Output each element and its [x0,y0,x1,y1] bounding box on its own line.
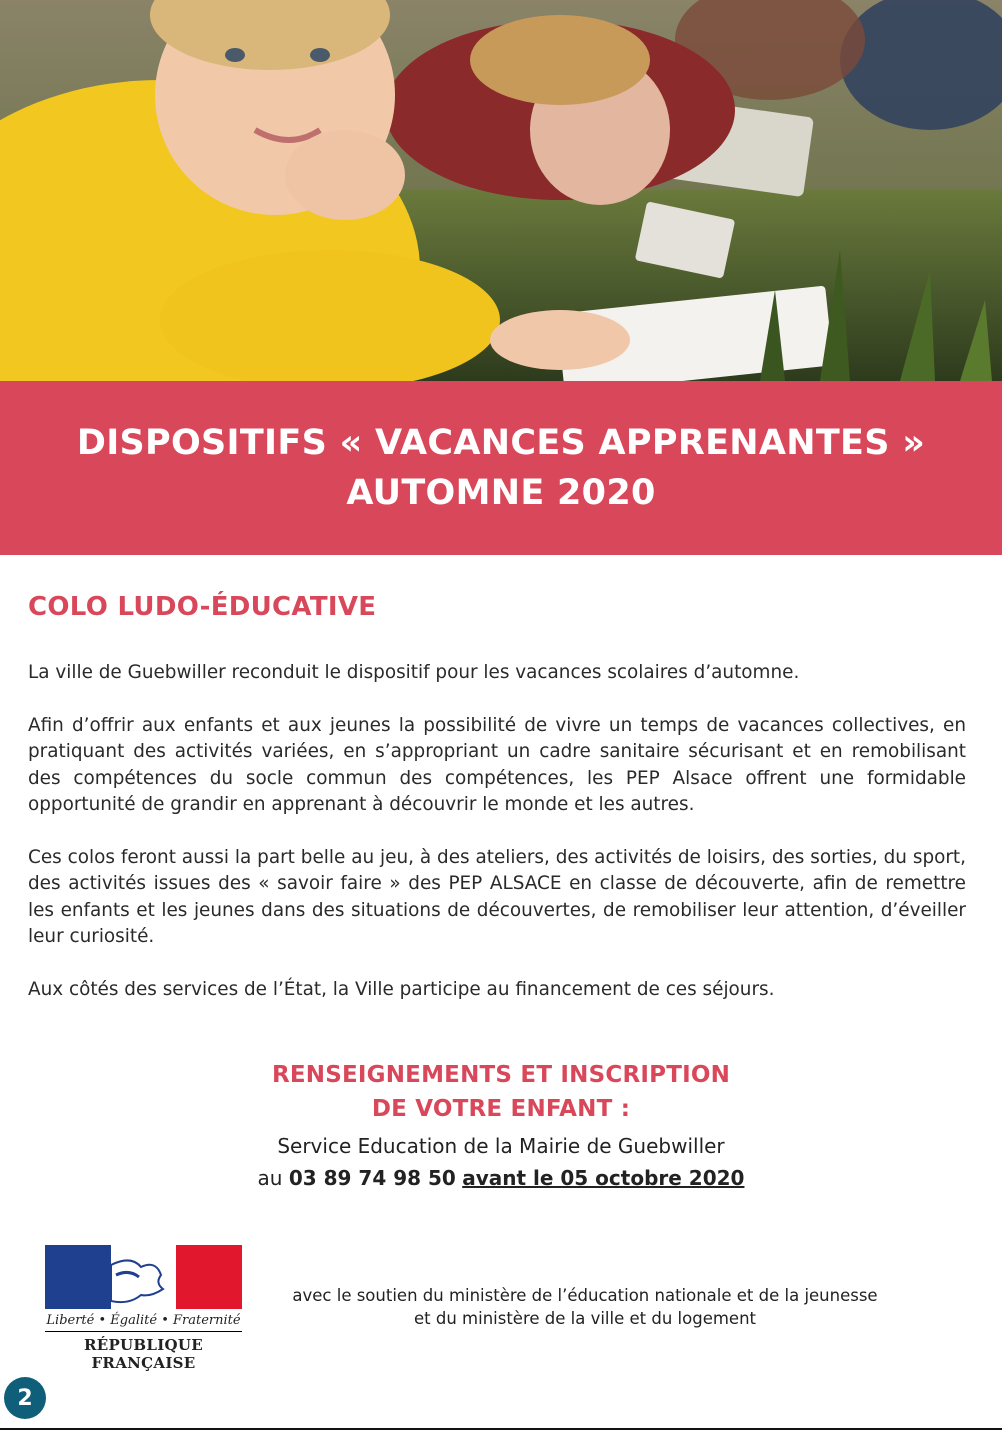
bottom-divider [0,1428,1002,1430]
contact-line [0,1162,1002,1194]
paragraph-goals: Afin d’offrir aux enfants et aux jeunes la possibilité de vivre un temps de vacances collectives, en pratiquant des activités variées, en s’appropriant un cadre sanitaire sécurisant et en remobilisant des compétences du socle commun des compétences, les PEP Alsace offrent une formidable opportunité de grandir en apprenant à découvrir le monde et les autres. [28,714,966,815]
registration-info [0,1058,1002,1194]
deadline-text: avant le 05 octobre 2020 [462,1166,745,1190]
republic-name: RÉPUBLIQUE FRANÇAISE [83,1336,204,1372]
support-text [240,1284,930,1330]
phone-number: 03 89 74 98 50 [288,1166,456,1190]
section-title: COLO LUDO-ÉDUCATIVE [28,592,377,622]
paragraph-funding: Aux côtés des services de l’État, la Ville participe au financement de ces séjours. [28,978,775,1000]
registration-title-line2: DE VOTRE ENFANT : [371,1096,631,1122]
phone-prefix: au [257,1166,289,1190]
republic-motto: Liberté • Égalité • Fraternité [45,1313,242,1332]
header-photo [0,0,1002,381]
registration-title-line1: RENSEIGNEMENTS ET INSCRIPTION [271,1062,731,1088]
banner-title-line2: AUTOMNE 2020 [346,473,656,513]
support-line1: avec le soutien du ministère de l’éducation nationale et de la jeunesse [292,1286,878,1305]
marianne-profile-icon [111,1245,176,1309]
republique-francaise-logo [45,1245,245,1372]
page-number-badge: 2 [4,1377,46,1419]
banner-title-line1: DISPOSITIFS « VACANCES APPRENANTES » [76,423,926,463]
paragraph-activities: Ces colos feront aussi la part belle au jeu, à des ateliers, des activités de loisirs, des sorties, du sport, des activités issues des « savoir faire » des PEP ALSACE en classe de découverte, afin de remettre les enfants et les jeunes dans des situations de découvertes, de remobiliser leur attention, d’éveiller leur curiosité. [28,846,966,947]
support-line2: et du ministère de la ville et du logement [414,1309,756,1328]
paragraph-intro: La ville de Guebwiller reconduit le dispositif pour les vacances scolaires d’automne. [28,662,800,683]
tricolor-flag-icon [45,1245,242,1309]
title-banner [0,381,1002,555]
main-content [28,592,966,1029]
service-name: Service Education de la Mairie de Guebwiller [277,1134,725,1158]
children-reading-photo-illustration [0,0,1002,381]
